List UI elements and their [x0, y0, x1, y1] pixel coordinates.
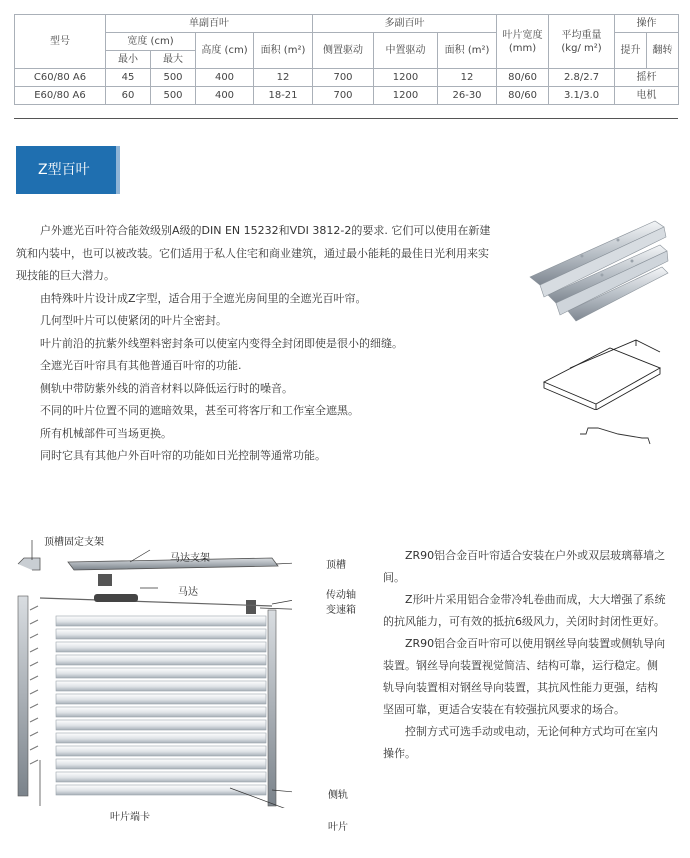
feature-line: 几何型叶片可以使紧闭的叶片全密封。	[40, 314, 227, 327]
cell-op: 电机	[615, 87, 679, 105]
feature-line: 由特殊叶片设计成Z字型，适合用于全遮光房间里的全遮光百叶帘。	[40, 291, 367, 305]
blade-line-drawing	[540, 338, 665, 410]
cell-side: 700	[313, 87, 374, 105]
table-bottom-rule	[14, 118, 678, 119]
label-motor-bracket: 马达支架	[170, 553, 210, 564]
spec-table	[14, 14, 679, 105]
label-blade-clip: 叶片端卡	[110, 812, 150, 823]
intro-text	[16, 220, 496, 468]
header-single-height: 高度 (cm)	[196, 33, 254, 69]
table-row	[15, 87, 679, 105]
header-blade-width	[497, 15, 549, 69]
cell-area: 12	[254, 69, 313, 87]
feature-line: 所有机械部件可当场更换。	[40, 426, 172, 440]
header-avg-weight-label: 平均重量	[561, 29, 602, 41]
right-paragraph: Z形叶片采用铝合金带冷轧卷曲而成，大大增强了系统的抗风能力，可有效的抵抗6级风力，关闭时封闭性更好。	[383, 593, 666, 628]
cell-model: C60/80 A6	[15, 69, 106, 87]
cell-blade: 80/60	[497, 69, 549, 87]
header-blade-width-unit: (mm)	[508, 42, 537, 54]
cell-max: 500	[151, 69, 196, 87]
header-single-width: 宽度 (cm)	[106, 33, 196, 51]
label-top-bracket: 顶槽固定支架	[44, 537, 104, 548]
cell-max: 500	[151, 87, 196, 105]
blade-profile-icon	[578, 422, 656, 446]
z-blade-photo	[520, 215, 670, 327]
header-multi-side: 侧置驱动	[313, 33, 374, 69]
cell-height: 400	[196, 87, 254, 105]
assembly-diagram	[10, 540, 292, 808]
right-paragraph: ZR90铝合金百叶帘可以使用钢丝导向装置或侧轨导向装置。钢丝导向装置视觉简洁、结构可靠，运行稳定。侧轨导向装置相对钢丝导向装置，其抗风性能力更强，结构坚固可靠，更适合安装在有较强抗风要求的场合。	[383, 637, 666, 716]
cell-op: 摇杆	[615, 69, 679, 87]
right-description	[383, 545, 668, 765]
header-operation: 操作	[615, 15, 679, 33]
header-avg-weight-unit: (kg/ m²)	[561, 42, 602, 54]
header-width-min: 最小	[106, 51, 151, 69]
feature-line: 叶片前沿的抗紫外线塑料密封条可以使室内变得全封闭即使是很小的细缝。	[40, 336, 403, 350]
table-row	[15, 69, 679, 87]
header-multi-area: 面积 (m²)	[438, 33, 497, 69]
cell-side: 700	[313, 69, 374, 87]
label-motor: 马达	[178, 587, 198, 598]
header-single-area: 面积 (m²)	[254, 33, 313, 69]
cell-marea: 12	[438, 69, 497, 87]
cell-blade: 80/60	[497, 87, 549, 105]
cell-model: E60/80 A6	[15, 87, 106, 105]
cell-area: 18-21	[254, 87, 313, 105]
label-blade: 叶片	[328, 822, 348, 833]
intro-paragraph: 户外遮光百叶符合能效级别A级的DIN EN 15232和VDI 3812-2的要求. 它们可以使用在新建筑和内装中，也可以被改装。它们适用于私人住宅和商业建筑，通过最小能耗的最佳日光利用来实现技能的巨大潜力。	[16, 224, 491, 282]
cell-center: 1200	[374, 69, 438, 87]
right-paragraph: ZR90铝合金百叶帘适合安装在户外或双层玻璃幕墙之间。	[383, 549, 666, 584]
header-width-max: 最大	[151, 51, 196, 69]
header-blade-width-label: 叶片宽度	[502, 29, 543, 41]
header-avg-weight	[549, 15, 615, 69]
header-op-flip: 翻转	[647, 33, 679, 69]
label-gearbox: 变速箱	[326, 605, 356, 616]
cell-marea: 26-30	[438, 87, 497, 105]
header-model: 型号	[15, 15, 106, 69]
header-multi-center: 中置驱动	[374, 33, 438, 69]
feature-line: 侧轨中带防紫外线的消音材料以降低运行时的噪音。	[40, 381, 293, 395]
section-title-banner: Z型百叶	[16, 146, 120, 194]
feature-line: 全遮光百叶帘具有其他普通百叶帘的功能.	[40, 359, 242, 372]
label-top-rail: 顶槽	[326, 560, 346, 571]
cell-weight: 2.8/2.7	[549, 69, 615, 87]
cell-center: 1200	[374, 87, 438, 105]
cell-min: 45	[106, 69, 151, 87]
label-drive-shaft: 传动轴	[326, 590, 356, 601]
label-side-rail: 侧轨	[328, 790, 348, 801]
header-multi: 多副百叶	[313, 15, 497, 33]
feature-line: 不同的叶片位置不同的遮暗效果，甚至可将客厅和工作室全遮黑。	[40, 404, 359, 417]
feature-line: 同时它具有其他户外百叶帘的功能如日光控制等通常功能。	[40, 449, 326, 462]
header-single: 单副百叶	[106, 15, 313, 33]
right-paragraph: 控制方式可选手动或电动，无论何种方式均可在室内操作。	[383, 725, 658, 760]
cell-min: 60	[106, 87, 151, 105]
header-op-lift: 提升	[615, 33, 647, 69]
cell-height: 400	[196, 69, 254, 87]
cell-weight: 3.1/3.0	[549, 87, 615, 105]
